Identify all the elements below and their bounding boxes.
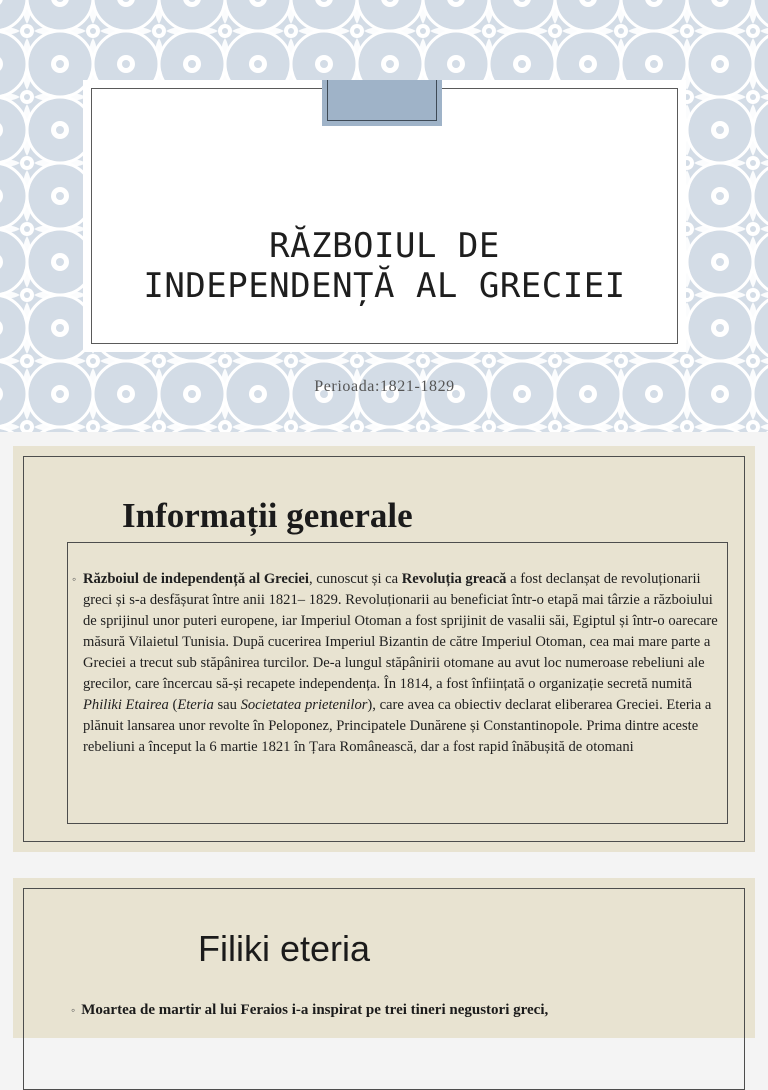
slide-heading: Informații generale xyxy=(122,496,413,535)
filiki-eteria-slide xyxy=(13,878,755,1038)
text-run: , cunoscut și ca xyxy=(308,571,402,587)
bullet-text: Moartea de martir al lui Feraios i-a inspirat pe trei tineri negustori greci, xyxy=(81,1002,549,1018)
text-run: a fost declanșat de revoluționarii greci și s-a desfășurat între anii 1821– 1829. Revoluționarii au beneficiat într-o etapă mai târzie a războiului de sprijinul unor puteri europene, iar Imperiul Otoman a fost sprijinit de vasalii săi, Egiptul și într-o oarecare măsură Vilaietul Tunisia. După cucerirea Imperiul Bizantin de către Imperiul Otoman, cea mai mare parte a Greciei a trecut sub stăpânirea turcilor. De-a lungul stăpânirii otomane au avut loc numeroase rebeliuni ale grecilor, care încercau să-și recapete independența. În 1814, a fost înființată o organizație secretă numită xyxy=(83,571,718,692)
text-run: Philiki Etairea xyxy=(83,697,169,713)
slide-heading: Filiki eteria xyxy=(198,928,371,969)
slide-subtitle: Perioada:1821-1829 xyxy=(314,378,455,395)
title-slide xyxy=(0,0,768,432)
content-textbox xyxy=(67,542,728,824)
bullet-paragraph xyxy=(72,569,723,758)
accent-tab xyxy=(322,80,442,126)
accent-tab-border xyxy=(327,80,437,121)
text-run: ), care avea ca obiectiv declarat eliberarea Greciei. Eteria a plănuit lansarea unor revolte în Peloponez, Principatele Dunărene și Constantinopole. Prima dintre aceste rebeliuni a început la 6 martie 1821 în Țara Românească, dar a fost rapid înăbușită de otomani xyxy=(83,697,712,755)
title-line-1: RĂZBOIUL DE xyxy=(269,226,500,266)
text-run: sau xyxy=(213,697,241,713)
bullet-icon: ◦ xyxy=(72,572,77,586)
text-run: Revoluția greacă xyxy=(401,571,507,587)
slide-title xyxy=(83,226,686,306)
text-run: Eteria xyxy=(177,697,214,713)
general-info-slide xyxy=(13,446,755,852)
text-run: Societatea prietenilor xyxy=(240,697,368,713)
text-run: Războiul de independență al Greciei xyxy=(83,571,309,587)
title-line-2: INDEPENDENȚĂ AL GRECIEI xyxy=(143,266,626,306)
bullet-paragraph xyxy=(71,1002,731,1019)
slide-frame xyxy=(23,888,745,1090)
text-run: ( xyxy=(168,697,178,713)
bullet-icon: ◦ xyxy=(71,1003,76,1017)
